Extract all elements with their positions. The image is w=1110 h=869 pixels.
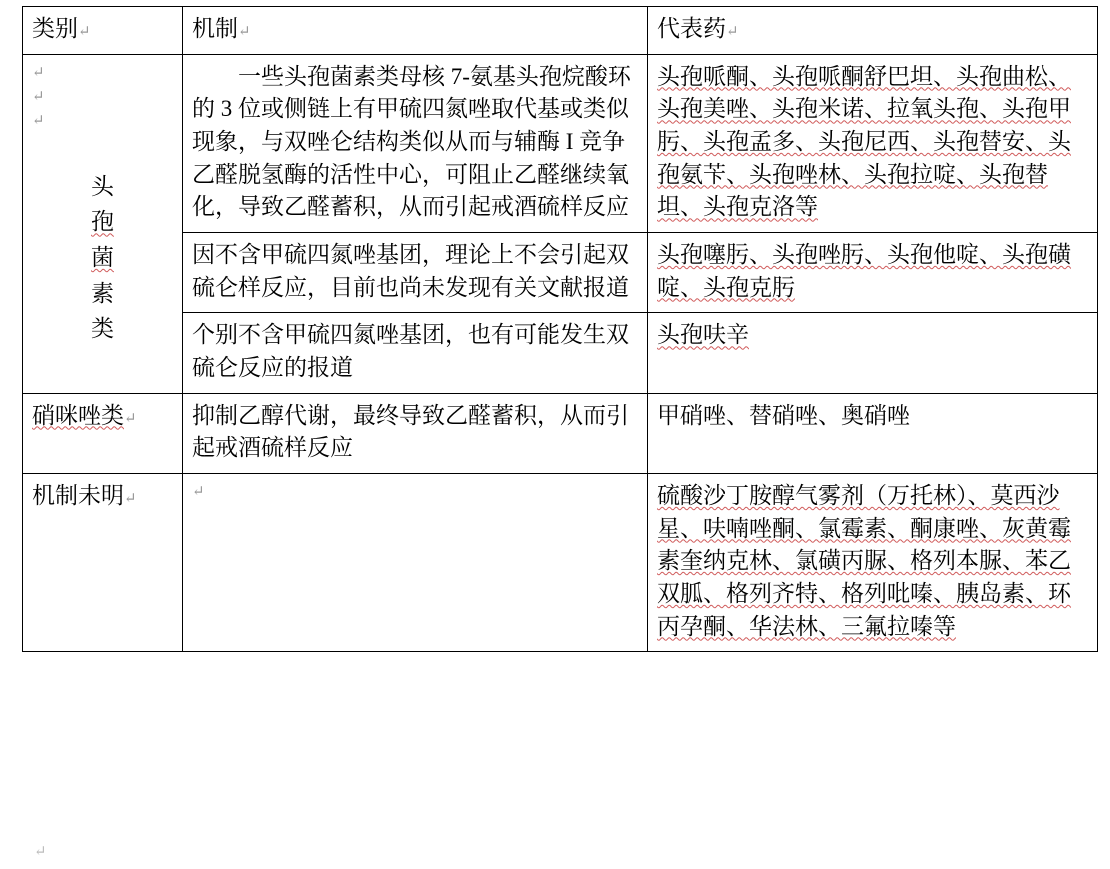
drug-reaction-table <box>22 6 1098 652</box>
header-label-category: 类别 <box>32 16 78 41</box>
drugs-cell <box>648 473 1098 651</box>
table-row <box>23 313 1098 393</box>
mechanism-cell <box>183 232 648 312</box>
category-char: 菌 <box>91 244 114 270</box>
category-label-vertical <box>32 133 173 347</box>
category-char: 孢 <box>91 209 114 235</box>
mechanism-text: 因不含甲硫四氮唑基团，理论上不会引起双硫仑样反应，目前也尚未发现有关文献报道 <box>192 241 629 300</box>
mechanism-cell <box>183 54 648 232</box>
header-label-mechanism: 机制 <box>192 16 238 41</box>
header-label-drugs: 代表药 <box>657 16 726 41</box>
mechanism-text: 一些头孢菌素类母核 7-氨基头孢烷酸环的 3 位或侧链上有甲硫四氮唑取代基或类似现象，与双唑仑结构类似从而与辅酶 I 竞争乙醛脱氢酶的活性中心，可阻止乙醛继续氧化，导致乙醛蓄积，从而引起戒酒硫样反应 <box>192 63 631 220</box>
drugs-text: 头孢哌酮、头孢哌酮舒巴坦、头孢曲松、头孢美唑、头孢米诺、拉氧头孢、头孢甲肟、头孢孟多、头孢尼西、头孢替安、头孢氨苄、头孢唑林、头孢拉啶、头孢替坦、头孢克洛等 <box>657 63 1071 220</box>
paragraph-mark: ↵ <box>32 64 45 81</box>
category-char: 素 <box>91 280 114 306</box>
category-label: 机制未明 <box>32 482 124 508</box>
mechanism-empty-mark <box>192 480 638 504</box>
trailing-paragraph-mark: ↵ <box>34 844 47 860</box>
header-cell-category <box>23 7 183 55</box>
drugs-cell <box>648 393 1098 473</box>
paragraph-mark: ↵ <box>726 24 739 40</box>
drugs-text: 甲硝唑、替硝唑、奥硝唑 <box>657 402 910 428</box>
header-cell-mechanism <box>183 7 648 55</box>
paragraph-mark: ↵ <box>124 490 137 507</box>
paragraph-mark: ↵ <box>192 483 205 500</box>
drugs-cell <box>648 232 1098 312</box>
mechanism-text: 抑制乙醇代谢，最终导致乙醛蓄积，从而引起戒酒硫样反应 <box>192 402 629 461</box>
category-cell-marks <box>32 61 173 133</box>
drugs-cell <box>648 313 1098 393</box>
mechanism-cell <box>183 473 648 651</box>
category-label: 硝咪唑类 <box>32 402 124 428</box>
drugs-text: 硫酸沙丁胺醇气雾剂（万托林）、莫西沙星、呋喃唑酮、氯霉素、酮康唑、灰黄霉素奎纳克林、氯磺丙脲、格列本脲、苯乙双胍、格列齐特、格列吡嗪、胰岛素、环丙孕酮、华法林、三氟拉嗪等 <box>657 482 1071 639</box>
category-cell-nitroimidazole <box>23 393 183 473</box>
drugs-cell <box>648 54 1098 232</box>
table-row <box>23 232 1098 312</box>
table-row <box>23 54 1098 232</box>
drugs-text: 头孢噻肟、头孢唑肟、头孢他啶、头孢磺啶、头孢克肟 <box>657 241 1071 300</box>
category-char: 头 <box>91 173 114 199</box>
mechanism-text: 个别不含甲硫四氮唑基团，也有可能发生双硫仑反应的报道 <box>192 322 629 380</box>
paragraph-mark: ↵ <box>32 112 45 129</box>
table-header-row <box>23 7 1098 55</box>
mechanism-cell <box>183 393 648 473</box>
mechanism-cell <box>183 313 648 393</box>
paragraph-mark: ↵ <box>238 24 251 40</box>
paragraph-mark: ↵ <box>124 410 137 427</box>
paragraph-mark: ↵ <box>78 24 91 40</box>
paragraph-mark: ↵ <box>32 88 45 105</box>
table-row <box>23 473 1098 651</box>
drugs-text: 头孢呋辛 <box>657 322 749 348</box>
category-cell-cephalosporin <box>23 54 183 393</box>
table-row <box>23 393 1098 473</box>
header-cell-drugs <box>648 7 1098 55</box>
category-char: 类 <box>91 316 114 342</box>
category-cell-unknown <box>23 473 183 651</box>
